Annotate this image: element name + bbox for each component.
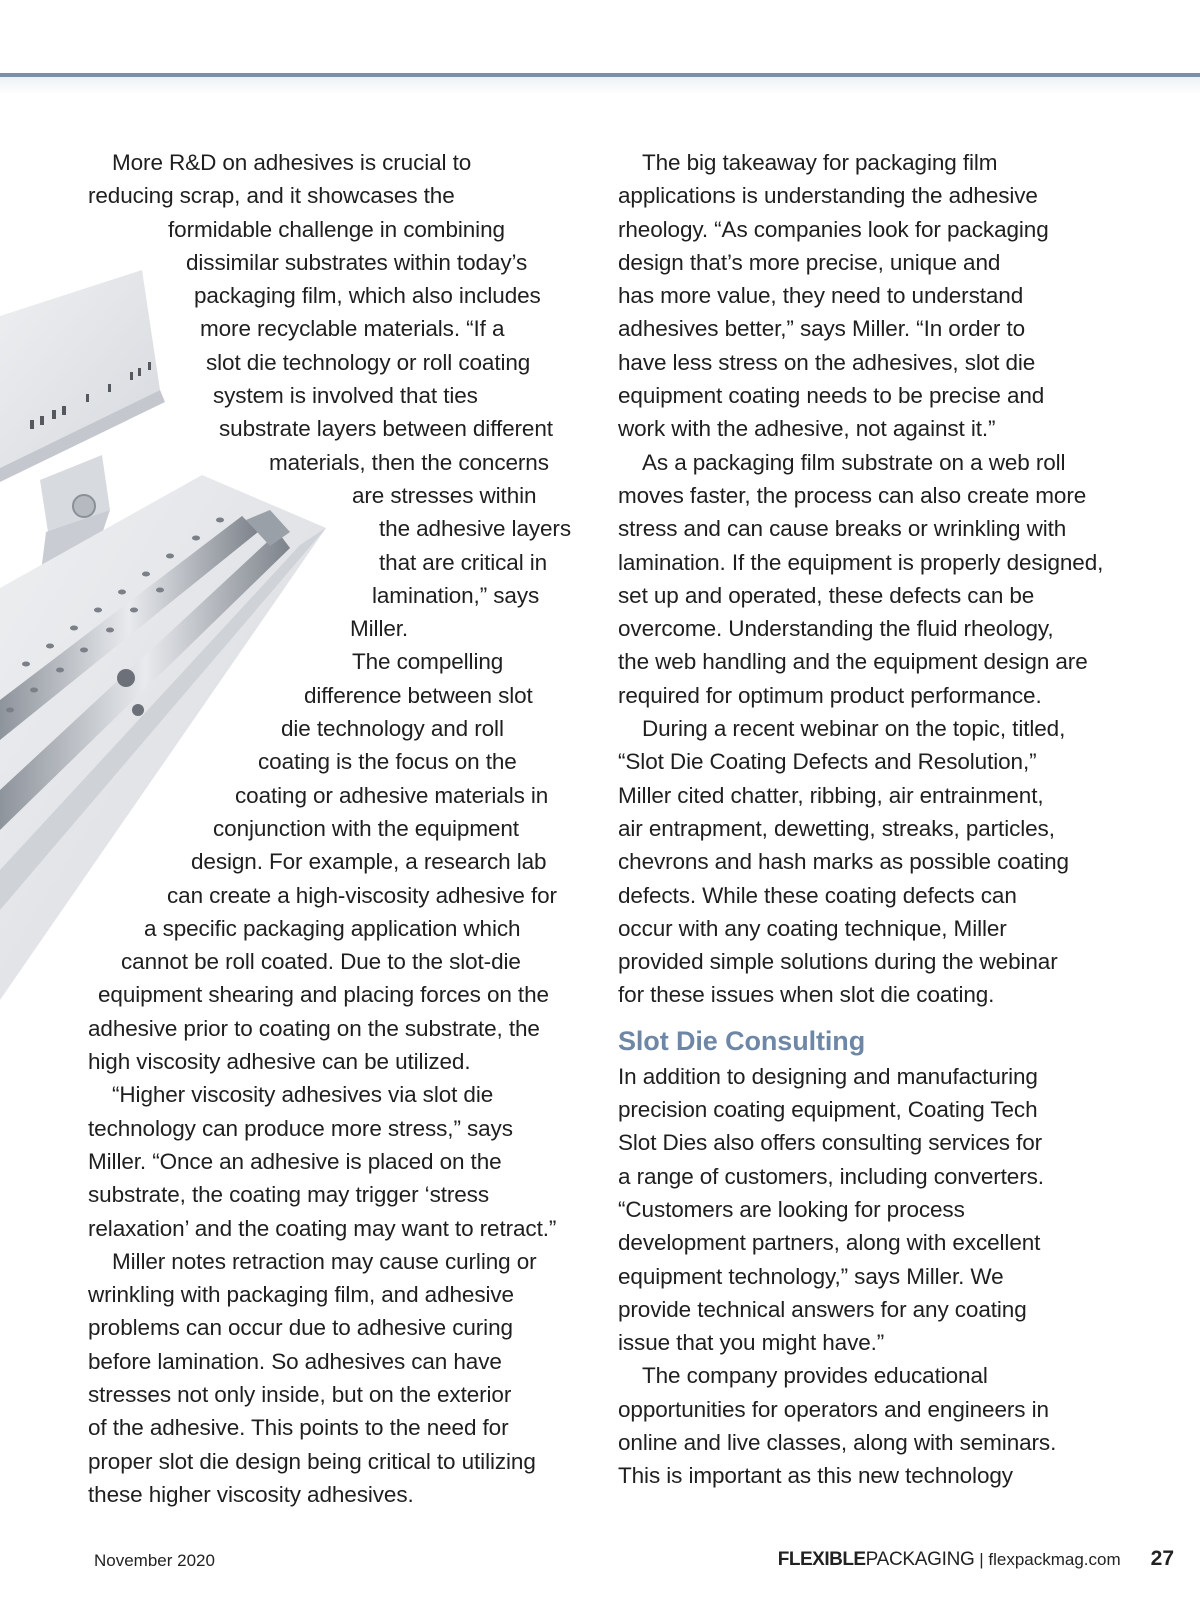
- text-line: coating is the focus on the: [258, 749, 517, 775]
- page-number: 27: [1150, 1547, 1174, 1570]
- text-line: In addition to designing and manufacturing: [618, 1063, 1038, 1089]
- text-line: Slot Dies also offers consulting services for: [618, 1130, 1043, 1156]
- text-line: During a recent webinar on the topic, titled,: [642, 716, 1066, 742]
- header-rule-shadow: [0, 77, 1200, 95]
- footer-date: November 2020: [94, 1551, 215, 1570]
- text-line: design. For example, a research lab: [191, 849, 547, 875]
- text-line: that are critical in: [379, 549, 548, 575]
- text-line: die technology and roll: [281, 716, 504, 742]
- text-line: overcome. Understanding the fluid rheology,: [618, 616, 1054, 642]
- text-line: for these issues when slot die coating.: [618, 982, 995, 1008]
- text-line: The company provides educational: [642, 1363, 988, 1389]
- text-line: before lamination. So adhesives can have: [88, 1348, 502, 1374]
- footer-site: flexpackmag.com: [988, 1550, 1121, 1569]
- text-line: relaxation’ and the coating may want to retract.”: [88, 1215, 557, 1241]
- text-line: occur with any coating technique, Miller: [618, 915, 1007, 941]
- text-line: materials, then the concerns: [269, 449, 549, 475]
- text-line: high viscosity adhesive can be utilized.: [88, 1049, 471, 1075]
- text-line: substrate layers between different: [219, 416, 553, 442]
- brand-thin: PACKAGING: [865, 1549, 975, 1570]
- text-line: substrate, the coating may trigger ‘stress: [88, 1182, 489, 1208]
- text-line: online and live classes, along with seminars.: [618, 1429, 1057, 1455]
- text-line: cannot be roll coated. Due to the slot-die: [121, 949, 521, 975]
- text-line: have less stress on the adhesives, slot die: [618, 349, 1036, 375]
- text-line: adhesives better,” says Miller. “In order to: [618, 316, 1026, 342]
- section-heading: Slot Die Consulting: [618, 1025, 866, 1056]
- footer-separator: |: [974, 1550, 989, 1569]
- text-line: equipment shearing and placing forces on the: [98, 982, 549, 1008]
- text-line: Miller. “Once an adhesive is placed on the: [88, 1148, 502, 1174]
- text-line: difference between slot: [304, 682, 533, 708]
- text-line: reducing scrap, and it showcases the: [88, 183, 455, 209]
- text-line: more recyclable materials. “If a: [200, 316, 505, 342]
- text-line: a range of customers, including converters.: [618, 1163, 1044, 1189]
- text-line: As a packaging film substrate on a web roll: [642, 449, 1066, 475]
- text-line: defects. While these coating defects can: [618, 882, 1017, 908]
- right-column-top-text: [618, 146, 1138, 1012]
- text-line: are stresses within: [352, 482, 537, 508]
- text-line: technology can produce more stress,” says: [88, 1115, 513, 1141]
- text-line: wrinkling with packaging film, and adhesive: [88, 1282, 514, 1308]
- text-line: proper slot die design being critical to utilizing: [88, 1448, 536, 1474]
- text-line: chevrons and hash marks as possible coating: [618, 849, 1069, 875]
- text-line: Miller cited chatter, ribbing, air entrainment,: [618, 782, 1044, 808]
- text-line: issue that you might have.”: [618, 1330, 885, 1356]
- right-column-bottom-text: [618, 1060, 1138, 1493]
- text-line: “Higher viscosity adhesives via slot die: [112, 1082, 494, 1108]
- text-line: opportunities for operators and engineers in: [618, 1396, 1049, 1422]
- text-line: air entrapment, dewetting, streaks, particles,: [618, 815, 1055, 841]
- text-line: provided simple solutions during the webinar: [618, 949, 1058, 975]
- text-line: packaging film, which also includes: [194, 283, 541, 309]
- text-line: the adhesive layers: [379, 516, 571, 542]
- text-line: The big takeaway for packaging film: [642, 150, 998, 175]
- text-line: coating or adhesive materials in: [235, 782, 549, 808]
- text-line: conjunction with the equipment: [213, 815, 519, 841]
- text-line: stress and can cause breaks or wrinkling with: [618, 516, 1067, 542]
- text-line: This is important as this new technology: [618, 1463, 1013, 1489]
- text-line: provide technical answers for any coating: [618, 1296, 1027, 1322]
- text-line: “Slot Die Coating Defects and Resolution,”: [618, 749, 1037, 775]
- text-line: of the adhesive. This points to the need for: [88, 1415, 509, 1441]
- text-line: these higher viscosity adhesives.: [88, 1481, 414, 1507]
- text-line: development partners, along with excellent: [618, 1230, 1041, 1256]
- text-line: adhesive prior to coating on the substrate, the: [88, 1015, 540, 1041]
- text-line: moves faster, the process can also create more: [618, 482, 1087, 508]
- text-line: a specific packaging application which: [144, 915, 521, 941]
- text-line: equipment coating needs to be precise and: [618, 383, 1045, 409]
- text-line: equipment technology,” says Miller. We: [618, 1263, 1004, 1289]
- text-line: system is involved that ties: [213, 383, 478, 409]
- text-line: stresses not only inside, but on the exterior: [88, 1381, 512, 1407]
- text-line: slot die technology or roll coating: [206, 349, 531, 375]
- text-line: dissimilar substrates within today’s: [186, 249, 528, 275]
- text-line: “Customers are looking for process: [618, 1196, 965, 1222]
- brand-bold: FLEXIBLE: [777, 1549, 866, 1570]
- right-column: [618, 146, 1138, 1493]
- text-line: lamination. If the equipment is properly designed,: [618, 549, 1104, 575]
- text-line: More R&D on adhesives is crucial to: [112, 150, 472, 175]
- text-line: design that’s more precise, unique and: [618, 249, 1001, 275]
- text-line: the web handling and the equipment design are: [618, 649, 1088, 675]
- text-line: problems can occur due to adhesive curing: [88, 1315, 513, 1341]
- text-line: can create a high-viscosity adhesive for: [167, 882, 557, 908]
- text-line: The compelling: [352, 649, 504, 675]
- text-line: Miller notes retraction may cause curling or: [112, 1248, 537, 1274]
- left-column: [88, 146, 588, 1511]
- text-line: required for optimum product performance.: [618, 682, 1042, 708]
- text-line: formidable challenge in combining: [168, 216, 505, 242]
- text-line: set up and operated, these defects can be: [618, 582, 1035, 608]
- text-line: applications is understanding the adhesive: [618, 183, 1038, 209]
- text-line: Miller.: [350, 616, 409, 642]
- text-line: rheology. “As companies look for packaging: [618, 216, 1049, 242]
- text-line: lamination,” says: [372, 582, 540, 608]
- text-line: has more value, they need to understand: [618, 283, 1024, 309]
- footer-publication: [778, 1547, 1174, 1571]
- text-line: work with the adhesive, not against it.”: [618, 416, 996, 442]
- text-line: precision coating equipment, Coating Tech: [618, 1097, 1038, 1123]
